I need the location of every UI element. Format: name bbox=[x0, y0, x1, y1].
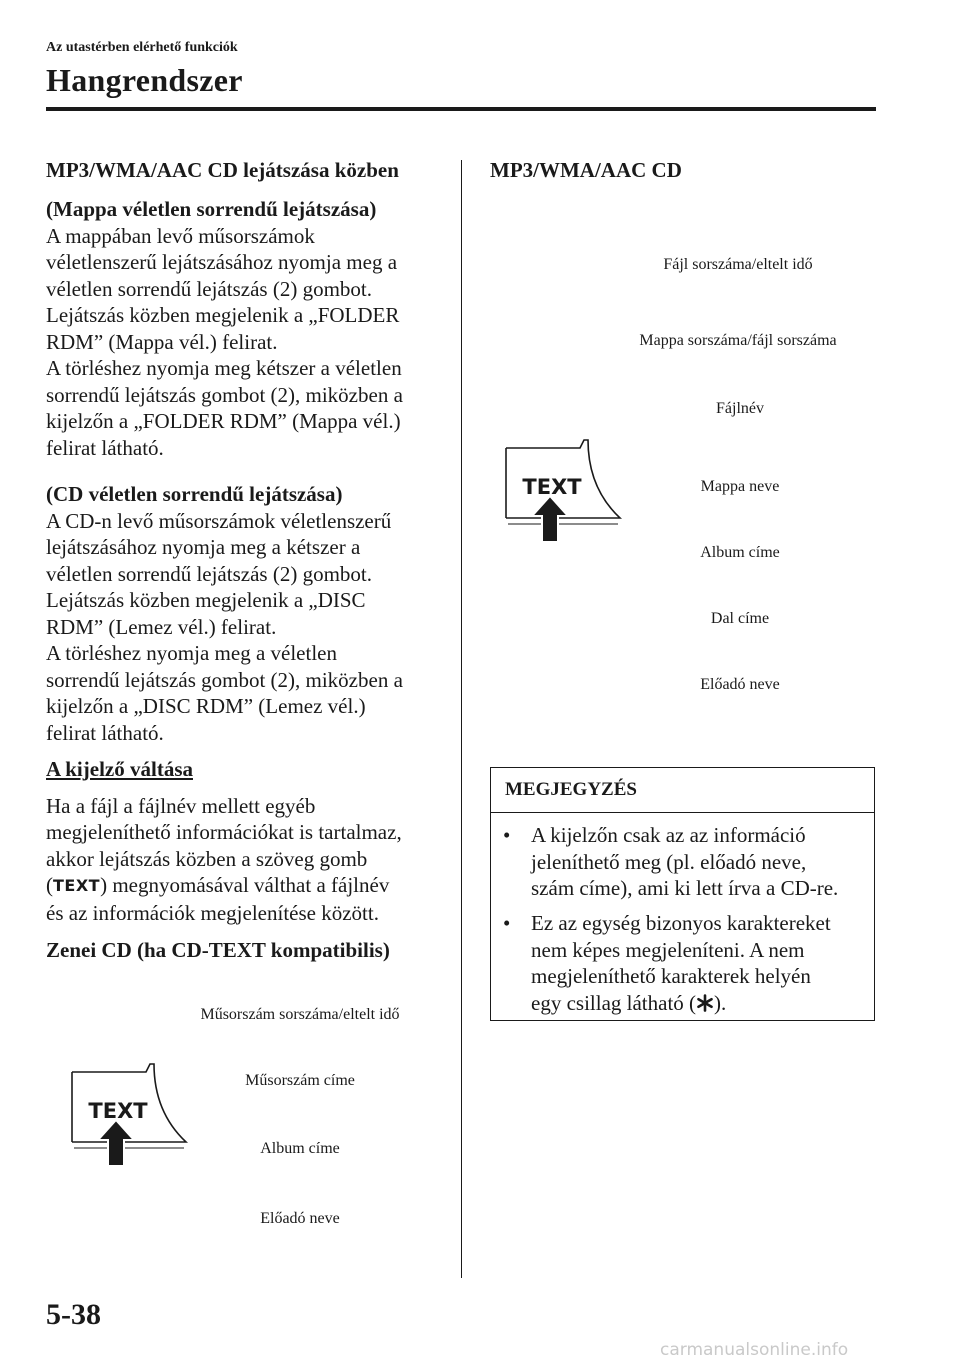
watermark: carmanualsonline.info bbox=[660, 1340, 849, 1360]
bullet-icon: • bbox=[503, 823, 511, 847]
note-line-start: egy csillag látható ( bbox=[531, 990, 697, 1015]
note-line: Ez az egység bizonyos karaktereket bbox=[531, 911, 831, 935]
note-header bbox=[491, 768, 874, 813]
song-title-label: Dal címe bbox=[710, 610, 770, 627]
button-label: TEXT bbox=[88, 1099, 148, 1123]
folder-random-line: Lejátszás közben megjelenik a „FOLDER bbox=[46, 303, 400, 327]
note-title: MEGJEGYZÉS bbox=[505, 779, 637, 800]
header-rule bbox=[46, 107, 876, 111]
display-switch-title: A kijelző váltása bbox=[46, 757, 193, 781]
folder-file-number-label: Mappa sorszáma/fájl sorszáma bbox=[639, 332, 837, 349]
arrow-up-icon bbox=[98, 1120, 134, 1166]
arrow-up-icon bbox=[532, 496, 568, 542]
note-line: jeleníthető meg (pl. előadó neve, bbox=[531, 849, 807, 874]
mp3-cd-heading: MP3/WMA/AAC CD bbox=[490, 158, 682, 182]
cd-random-line: lejátszásához nyomja meg a kétszer a bbox=[46, 535, 361, 559]
mp3-playback-heading: MP3/WMA/AAC CD lejátszása közben bbox=[46, 158, 399, 182]
folder-random-line: A törléshez nyomja meg kétszer a véletlen bbox=[46, 356, 402, 380]
album-title-label: Album címe bbox=[260, 1140, 340, 1157]
track-title-label: Műsorszám címe bbox=[245, 1072, 355, 1089]
display-switch-line: akkor lejátszás közben a szöveg gomb bbox=[46, 846, 368, 871]
display-switch-line: megjeleníthető információkat is tartalmaz, bbox=[46, 820, 402, 844]
column-divider bbox=[461, 160, 462, 1278]
display-switch-line: Ha a fájl a fájlnév mellett egyéb bbox=[46, 793, 316, 818]
folder-random-line: sorrendű lejátszás gombot (2), miközben a bbox=[46, 382, 403, 407]
right-column bbox=[490, 156, 880, 184]
cd-random-line: sorrendű lejátszás gombot (2), miközben a bbox=[46, 667, 403, 692]
display-switch-line: és az információk megjelenítése között. bbox=[46, 900, 379, 925]
paren-open: ( bbox=[46, 873, 53, 897]
display-switch-line bbox=[46, 872, 446, 900]
note-line-end: ). bbox=[714, 990, 727, 1015]
breadcrumb: Az utastérben elérhető funkciók bbox=[46, 40, 238, 55]
track-number-label: Műsorszám sorszáma/eltelt idő bbox=[200, 1006, 400, 1023]
note-item bbox=[503, 910, 873, 1016]
text-button-illustration bbox=[502, 438, 624, 550]
display-switch-line-rest: ) megnyomásával válthat a fájlnév bbox=[100, 873, 390, 897]
asterisk-icon bbox=[696, 994, 714, 1012]
note-line: nem képes megjeleníteni. A nem bbox=[531, 937, 805, 962]
bullet-icon: • bbox=[503, 911, 511, 935]
cd-random-line: véletlen sorrendű lejátszás (2) gombot. bbox=[46, 561, 372, 586]
left-column bbox=[46, 156, 446, 964]
folder-random-line: RDM” (Mappa vél.) felirat. bbox=[46, 329, 278, 354]
page-title: Hangrendszer bbox=[46, 62, 243, 98]
page-number: 5-38 bbox=[46, 1298, 101, 1331]
artist-name-label: Előadó neve bbox=[260, 1210, 340, 1227]
folder-random-line: véletlenszerű lejátszásához nyomja meg a bbox=[46, 250, 398, 274]
note-box bbox=[490, 767, 875, 1021]
folder-random-line: véletlen sorrendű lejátszás (2) gombot. bbox=[46, 276, 372, 301]
cd-random-line: RDM” (Lemez vél.) felirat. bbox=[46, 614, 277, 639]
artist-name-label: Előadó neve bbox=[700, 676, 780, 693]
file-number-label: Fájl sorszáma/eltelt idő bbox=[663, 256, 813, 273]
cd-random-line: A CD-n levő műsorszámok véletlenszerű bbox=[46, 508, 392, 533]
note-line bbox=[531, 990, 873, 1017]
folder-random-line: kijelzőn a „FOLDER RDM” (Mappa vél.) bbox=[46, 409, 401, 433]
cd-random-title: (CD véletlen sorrendű lejátszása) bbox=[46, 482, 343, 506]
music-cd-heading: Zenei CD (ha CD-TEXT kompatibilis) bbox=[46, 938, 390, 962]
folder-random-title: (Mappa véletlen sorrendű lejátszása) bbox=[46, 197, 377, 221]
folder-name-label: Mappa neve bbox=[700, 478, 780, 495]
album-title-label: Album címe bbox=[700, 544, 780, 561]
file-name-label: Fájlnév bbox=[716, 400, 764, 417]
text-key-icon: TEXT bbox=[53, 876, 101, 895]
button-label: TEXT bbox=[522, 475, 582, 499]
folder-random-line: A mappában levő műsorszámok bbox=[46, 223, 315, 248]
text-button-illustration bbox=[68, 1062, 190, 1174]
note-item bbox=[503, 822, 873, 902]
note-line: szám címe), ami ki lett írva a CD-re. bbox=[531, 876, 839, 900]
cd-random-line: Lejátszás közben megjelenik a „DISC bbox=[46, 588, 366, 612]
cd-random-line: felirat látható. bbox=[46, 720, 164, 745]
cd-random-line: kijelzőn a „DISC RDM” (Lemez vél.) bbox=[46, 694, 366, 718]
cd-random-line: A törléshez nyomja meg a véletlen bbox=[46, 641, 337, 665]
folder-random-line: felirat látható. bbox=[46, 435, 164, 460]
note-line: megjeleníthető karakterek helyén bbox=[531, 964, 811, 988]
note-line: A kijelzőn csak az az információ bbox=[531, 823, 806, 847]
